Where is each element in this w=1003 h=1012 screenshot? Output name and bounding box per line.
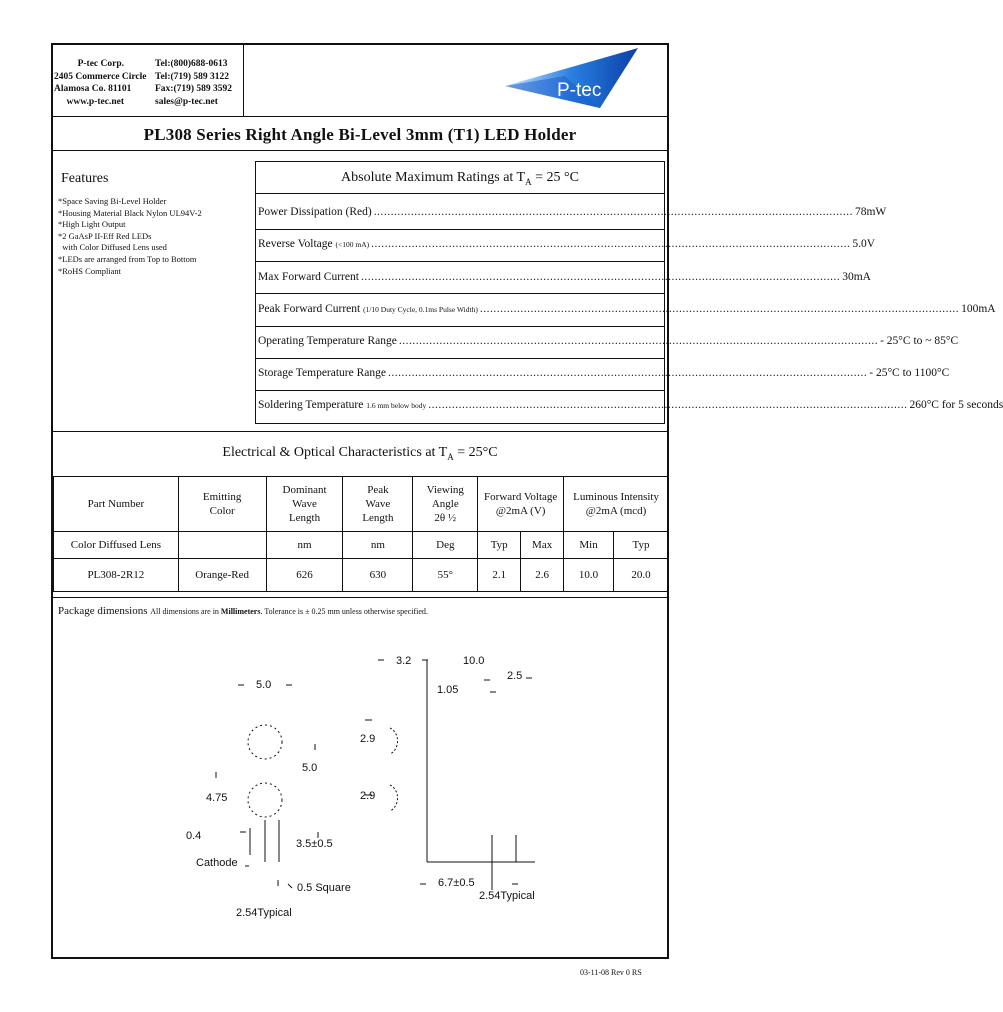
dim-label: 2.54Typical — [236, 907, 292, 919]
dim-label: 3.5±0.5 — [296, 838, 333, 850]
rating-row: Max Forward Current .............................................................................................................................................. 30mA — [258, 271, 871, 283]
features-list — [58, 196, 202, 277]
dim-label: 10.0 — [463, 655, 485, 667]
rating-row: Soldering Temperature 1.6 mm below body .............................................................................................................................................. 260°C for 5 seconds — [258, 399, 1003, 411]
feature-item: *RoHS Compliant — [58, 265, 122, 276]
characteristics-heading: Electrical & Optical Characteristics at $T_A = 25^\circ C$ — [222, 445, 498, 462]
rating-row: Storage Temperature Range .............................................................................................................................................. - 25°C to 1100°C — [258, 367, 950, 379]
company-address2: Alamosa Co. 81101 — [54, 84, 132, 94]
ratings-sep — [255, 261, 665, 262]
package-heading: Package dimensions All dimensions are in Millimeters. Tolerance is ± 0.25 mm unless otherwise specified. — [58, 605, 428, 617]
company-fax: Fax:(719) 589 3592 — [155, 84, 233, 94]
dim-label: 2.9 — [360, 733, 376, 745]
ratings-sep — [255, 229, 665, 230]
led-outline-top — [248, 725, 282, 759]
dim-tick — [288, 884, 292, 888]
rating-value: 100mA — [961, 303, 996, 315]
header-rule — [52, 116, 668, 117]
logo-text: P-tec — [557, 80, 602, 101]
rating-value: 30mA — [842, 271, 871, 283]
header-luminous-intensity: Luminous Intensity @2mA (mcd) — [564, 477, 669, 532]
company-name: P-tec Corp. — [77, 59, 124, 69]
company-tel2: Tel:(719) 589 3122 — [155, 71, 230, 82]
dim-label: 6.7±0.5 — [438, 877, 475, 889]
header-dominant-wavelength: Dominant Wave Length — [266, 477, 343, 532]
company-info-right — [155, 58, 232, 108]
dim-label: 2.9 — [360, 790, 376, 802]
header-forward-voltage: Forward Voltage @2mA (V) — [478, 477, 564, 532]
feature-item: *High Light Output — [58, 219, 126, 230]
company-web: www.p-tec.net — [66, 96, 124, 107]
section-rule — [52, 597, 668, 598]
header-divider — [243, 44, 244, 116]
characteristics-table — [53, 476, 669, 592]
rating-value: 260°C for 5 seconds — [909, 399, 1003, 411]
footer-revision: 03-11-08 Rev 0 RS — [580, 968, 642, 977]
ratings-sep — [255, 326, 665, 327]
ratings-sep — [255, 293, 665, 294]
feature-item: with Color Diffused Lens used — [58, 242, 167, 253]
rating-value: 5.0V — [852, 238, 876, 250]
side-led-arc — [390, 785, 398, 811]
header-part-number: Part Number — [54, 477, 179, 532]
features-heading: Features — [61, 171, 109, 186]
dim-label: 1.05 — [437, 684, 459, 696]
ptec-logo — [505, 46, 640, 110]
header-peak-wavelength: Peak Wave Length — [343, 477, 413, 532]
rating-value: - 25°C to ~ 85°C — [880, 335, 959, 347]
feature-item: *Housing Material Black Nylon UL94V-2 — [58, 207, 202, 218]
dim-label: 5.0 — [256, 679, 272, 691]
side-led-arc — [390, 728, 398, 754]
section-rule — [52, 431, 668, 432]
rating-row: Peak Forward Current (1/10 Duty Cycle, 0.1ms Pulse Width) .............................................................................................................................................. 100mA — [258, 303, 996, 315]
page-title: PL308 Series Right Angle Bi-Level 3mm (T1) LED Holder — [143, 125, 577, 144]
company-info-left — [54, 58, 147, 108]
dim-label: 2.5 — [507, 670, 523, 682]
rating-value: 78mW — [854, 206, 887, 218]
dim-label: Cathode — [196, 857, 238, 869]
dim-label: 5.0 — [302, 762, 318, 774]
company-tel: Tel:(800)688-0613 — [155, 59, 228, 69]
company-email: sales@p-tec.net — [155, 96, 218, 107]
dim-label: 2.54Typical — [479, 890, 535, 902]
table-row: PL308-2R12 Orange-Red 626 630 55° 2.1 2.6 10.0 20.0 — [54, 559, 669, 592]
header-viewing-angle: Viewing Angle 2θ ½ — [413, 477, 478, 532]
ratings-heading: Absolute Maximum Ratings at $T_A = 25$ °C — [341, 170, 579, 187]
rating-value: - 25°C to 1100°C — [869, 367, 950, 379]
feature-item: *2 GaAsP II-Eff Red LEDs — [58, 230, 152, 241]
rating-row: Power Dissipation (Red) .............................................................................................................................................. 78mW — [258, 206, 887, 218]
units-row: Color Diffused Lens nm nm Deg Typ Max Min Typ — [54, 532, 669, 559]
ratings-sep — [255, 390, 665, 391]
dim-label: 0.5 Square — [297, 882, 351, 894]
feature-item: *Space Saving Bi-Level Holder — [58, 196, 167, 206]
dim-label: 3.2 — [396, 655, 412, 667]
package-drawing — [160, 640, 560, 930]
ratings-sep — [255, 358, 665, 359]
title-rule — [52, 150, 668, 151]
ratings-sep — [255, 193, 665, 194]
dim-label: 4.75 — [206, 792, 228, 804]
rating-row: Operating Temperature Range .............................................................................................................................................. - 25°C to ~ 85°C — [258, 335, 959, 347]
led-outline-bottom — [248, 783, 282, 817]
dim-label: 0.4 — [186, 830, 202, 842]
feature-item: *LEDs are arranged from Top to Bottom — [58, 253, 197, 264]
header-emitting-color: Emitting Color — [178, 477, 266, 532]
rating-row: Reverse Voltage (<100 mA) .............................................................................................................................................. 5.0V — [258, 238, 876, 250]
company-address1: 2405 Commerce Circle — [54, 71, 147, 82]
